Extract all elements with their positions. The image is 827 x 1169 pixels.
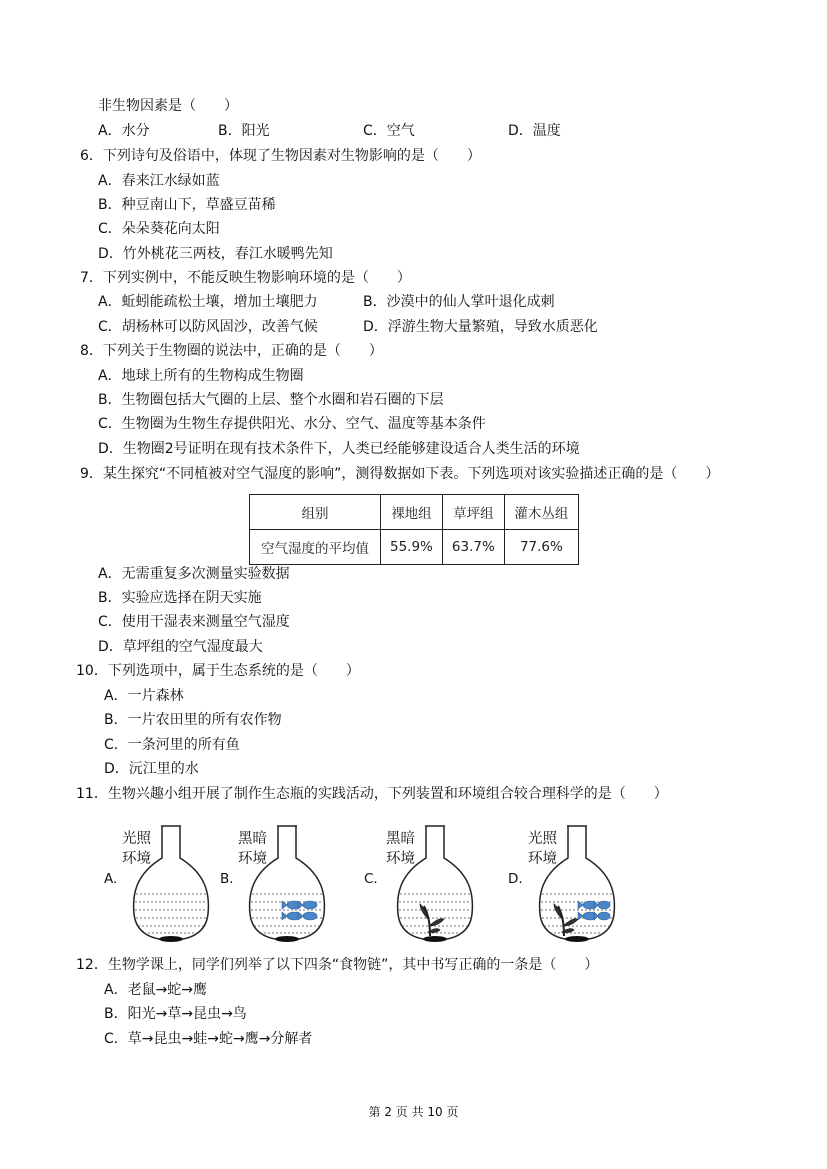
table-header-cell: 灌木丛组 [504,495,578,530]
q8-option-a: A．地球上所有的生物构成生物圈 [98,368,304,384]
q7-option-a: A．蚯蚓能疏松土壤，增加土壤肥力 [98,294,318,310]
q9-data-table [249,494,579,565]
vase-c-env-line2: 环境 [386,851,415,867]
vase-c-letter: C. [364,871,378,887]
table-row [250,530,579,565]
q12-option-b: B．阳光→草→昆虫→鸟 [104,1006,247,1022]
vase-a-letter: A. [104,871,118,887]
table-cell: 63.7% [442,530,504,565]
q7-option-c: C．胡杨林可以防风固沙，改善气候 [98,319,318,335]
q5-option-a: A．水分 [98,123,150,139]
q5-option-d: D．温度 [508,123,561,139]
table-cell: 77.6% [504,530,578,565]
vase-c-illustration [392,822,478,946]
q9-option-d: D．草坪组的空气湿度最大 [98,639,263,655]
q8-option-b: B．生物圈包括大气圈的上层、整个水圈和岩石圈的下层 [98,392,444,408]
q6-stem: 6．下列诗句及俗语中，体现了生物因素对生物影响的是（ ） [80,148,481,164]
vase-b-env-line2: 环境 [238,851,267,867]
q9-stem: 9．某生探究“不同植被对空气湿度的影响”，测得数据如下表。下列选项对该实验描述正确的是（ ） [80,466,720,482]
q12-stem: 12．生物学课上，同学们列举了以下四条“食物链”，其中书写正确的一条是（ ） [76,957,599,973]
q7-option-b: B．沙漠中的仙人掌叶退化成刺 [363,294,555,310]
vase-b-letter: B. [220,871,234,887]
table-cell: 空气湿度的平均值 [250,530,381,565]
q6-option-d: D．竹外桃花三两枝，春江水暖鸭先知 [98,246,333,262]
table-header-cell: 草坪组 [442,495,504,530]
table-cell: 55.9% [381,530,443,565]
fish-icon [578,901,610,920]
q8-stem: 8．下列关于生物圈的说法中，正确的是（ ） [80,343,383,359]
q9-option-a: A．无需重复多次测量实验数据 [98,566,290,582]
vase-a-illustration [128,822,214,946]
q7-stem: 7．下列实例中，不能反映生物影响环境的是（ ） [80,270,411,286]
page-footer: 第 2 页 共 10 页 [368,1105,459,1119]
q6-option-c: C．朵朵葵花向太阳 [98,221,220,237]
q6-option-b: B．种豆南山下，草盛豆苗稀 [98,197,276,213]
vase-a-env-line1: 光照 [122,831,151,847]
vase-b-env-line1: 黑暗 [238,831,267,847]
q8-option-c: C．生物圈为生物生存提供阳光、水分、空气、温度等基本条件 [98,416,486,432]
vase-d-env-line1: 光照 [528,831,557,847]
vase-d-letter: D. [508,871,523,887]
fish-icon [282,901,317,920]
q12-option-c: C．草→昆虫→蛙→蛇→鹰→分解者 [104,1031,313,1047]
vase-d-illustration [534,822,620,946]
q8-option-d: D．生物圈2号证明在现有技术条件下，人类已经能够建设适合人类生活的环境 [98,441,580,457]
table-header-row [250,495,579,530]
q6-option-a: A．春来江水绿如蓝 [98,173,220,189]
q9-option-c: C．使用干湿表来测量空气湿度 [98,614,290,630]
q10-stem: 10．下列选项中，属于生态系统的是（ ） [76,663,360,679]
q10-option-b: B．一片农田里的所有农作物 [104,712,282,728]
q9-option-b: B．实验应选择在阴天实施 [98,590,262,606]
q5-option-c: C．空气 [363,123,415,139]
vase-d-env-line2: 环境 [528,851,557,867]
q5-option-b: B．阳光 [218,123,270,139]
vase-b-illustration [244,822,330,946]
q10-option-a: A．一片森林 [104,688,184,704]
table-header-cell: 组别 [250,495,381,530]
plant-icon [420,904,444,936]
q10-option-c: C．一条河里的所有鱼 [104,737,240,753]
q7-option-d: D．浮游生物大量繁殖，导致水质恶化 [363,319,598,335]
vase-c-env-line1: 黑暗 [386,831,415,847]
vase-a-env-line2: 环境 [122,851,151,867]
q11-stem: 11．生物兴趣小组开展了制作生态瓶的实践活动，下列装置和环境组合较合理科学的是（ ） [76,786,668,802]
table-header-cell: 裸地组 [381,495,443,530]
q12-option-a: A．老鼠→蛇→鹰 [104,982,208,998]
plant-icon [554,904,578,936]
q5-stem-tail: 非生物因素是（ ） [98,98,238,114]
q10-option-d: D．沅江里的水 [104,761,199,777]
